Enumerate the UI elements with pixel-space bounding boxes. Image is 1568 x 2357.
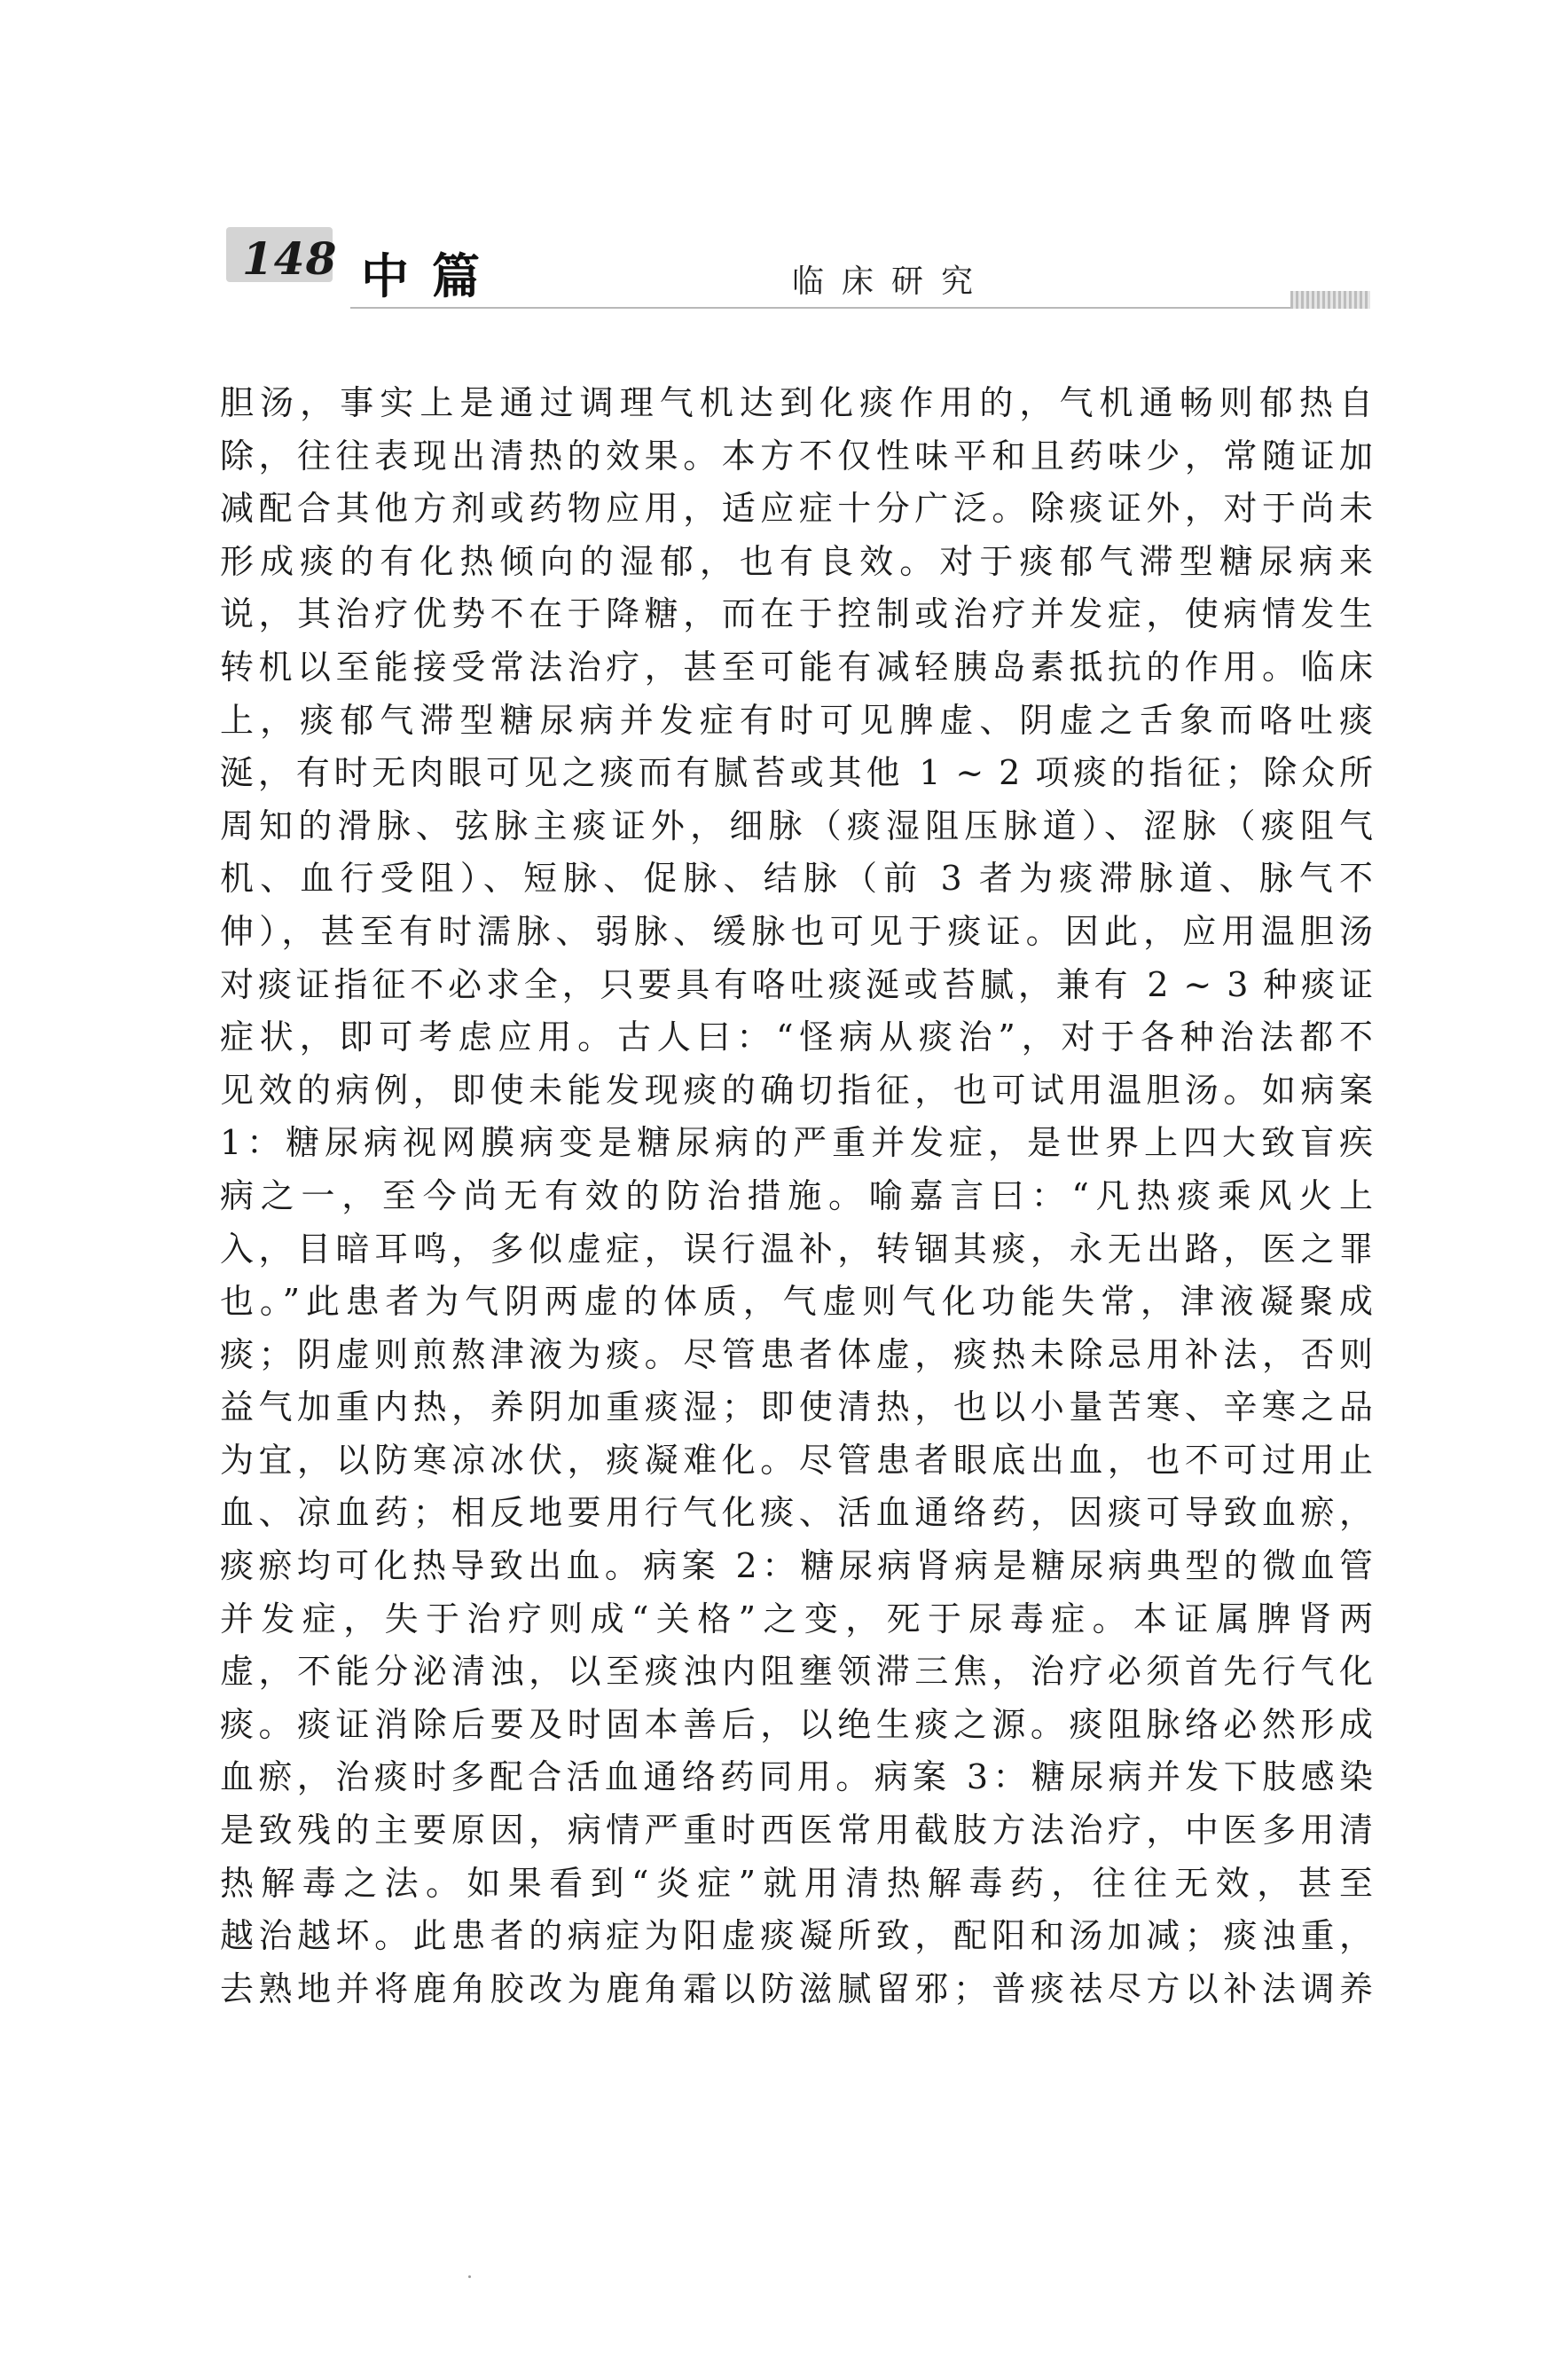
body-text (220, 377, 1373, 2015)
text-line: 涎，有时无肉眼可见之痰而有腻苔或其他 1 ~ 2 项痰的指征；除众所 (220, 753, 1373, 793)
text-line: 也。”此患者为气阴两虚的体质，气虚则气化功能失常，津液凝聚成 (220, 1282, 1373, 1322)
page-header (226, 222, 1370, 319)
section-title: 临床研究 (792, 263, 992, 300)
text-line: 胆汤，事实上是通过调理气机达到化痰作用的，气机通畅则郁热自 (220, 383, 1373, 422)
text-line: 痰瘀均可化热导致出血。病案 2：糖尿病肾病是糖尿病典型的微血管 (220, 1546, 1373, 1586)
part-title: 中篇 (361, 248, 503, 304)
text-line: 痰；阴虚则煎熬津液为痰。尽管患者体虚，痰热未除忌用补法，否则 (220, 1334, 1373, 1374)
text-line: 是致残的主要原因，病情严重时西医常用截肢方法治疗，中医多用清 (220, 1811, 1373, 1850)
text-line: 越治越坏。此患者的病症为阳虚痰凝所致，配阳和汤加减；痰浊重， (220, 1916, 1373, 1956)
header-rule (350, 307, 1370, 309)
text-line: 1：糖尿病视网膜病变是糖尿病的严重并发症，是世界上四大致盲疾 (220, 1123, 1373, 1163)
text-line: 对痰证指征不必求全，只要具有咯吐痰涎或苔腻，兼有 2 ~ 3 种痰证 (220, 964, 1373, 1004)
text-line: 见效的病例，即使未能发现痰的确切指征，也可试用温胆汤。如病案 (220, 1070, 1373, 1110)
text-line: 益气加重内热，养阴加重痰湿；即使清热，也以小量苦寒、辛寒之品 (220, 1387, 1373, 1427)
text-line: 减配合其他方剂或药物应用，适应症十分广泛。除痰证外，对于尚未 (220, 489, 1373, 529)
text-line: 虚，不能分泌清浊，以至痰浊内阻壅领滞三焦，治疗必须首先行气化 (220, 1652, 1373, 1692)
text-line: 痰。痰证消除后要及时固本善后，以绝生痰之源。痰阻脉络必然形成 (220, 1704, 1373, 1744)
text-line: 机、血行受阻）、短脉、促脉、结脉（前 3 者为痰滞脉道、脉气不 (220, 859, 1373, 899)
header-ornament (1290, 291, 1370, 309)
text-line: 说，其治疗优势不在于降糖，而在于控制或治疗并发症，使病情发生 (220, 594, 1373, 634)
text-line: 并发症，失于治疗则成“关格”之变，死于尿毒症。本证属脾肾两 (220, 1599, 1373, 1638)
text-line: 周知的滑脉、弦脉主痰证外，细脉（痰湿阻压脉道）、涩脉（痰阻气 (220, 805, 1373, 845)
text-line: 去熟地并将鹿角胶改为鹿角霜以防滋腻留邪；普痰祛尽方以补法调养 (220, 1968, 1373, 2008)
text-line: 症状，即可考虑应用。古人曰：“怪病从痰治”，对于各种治法都不 (220, 1017, 1373, 1057)
page-number: 148 (242, 232, 338, 285)
text-line: 为宜，以防寒凉冰伏，痰凝难化。尽管患者眼底出血，也不可过用止 (220, 1440, 1373, 1480)
text-line: 血、凉血药；相反地要用行气化痰、活血通络药，因痰可导致血瘀， (220, 1493, 1373, 1533)
text-line: 病之一，至今尚无有效的防治措施。喻嘉言曰：“凡热痰乘风火上 (220, 1175, 1373, 1215)
text-line: 转机以至能接受常法治疗，甚至可能有减轻胰岛素抵抗的作用。临床 (220, 647, 1373, 687)
text-line: 入，目暗耳鸣，多似虚症，误行温补，转锢其痰，永无出路，医之罪 (220, 1229, 1373, 1269)
page-number-badge (226, 227, 338, 285)
text-line: 上，痰郁气滞型糖尿病并发症有时可见脾虚、阴虚之舌象而咯吐痰 (220, 700, 1373, 740)
text-line: 血瘀，治痰时多配合活血通络药同用。病案 3：糖尿病并发下肢感染 (220, 1757, 1373, 1797)
text-line: 除，往往表现出清热的效果。本方不仅性味平和且药味少，常随证加 (220, 436, 1373, 475)
text-line: 形成痰的有化热倾向的湿郁，也有良效。对于痰郁气滞型糖尿病来 (220, 541, 1373, 581)
page-speck (468, 2275, 471, 2278)
text-line: 伸），甚至有时濡脉、弱脉、缓脉也可见于痰证。因此，应用温胆汤 (220, 911, 1373, 951)
text-line: 热解毒之法。如果看到“炎症”就用清热解毒药，往往无效，甚至 (220, 1863, 1373, 1903)
